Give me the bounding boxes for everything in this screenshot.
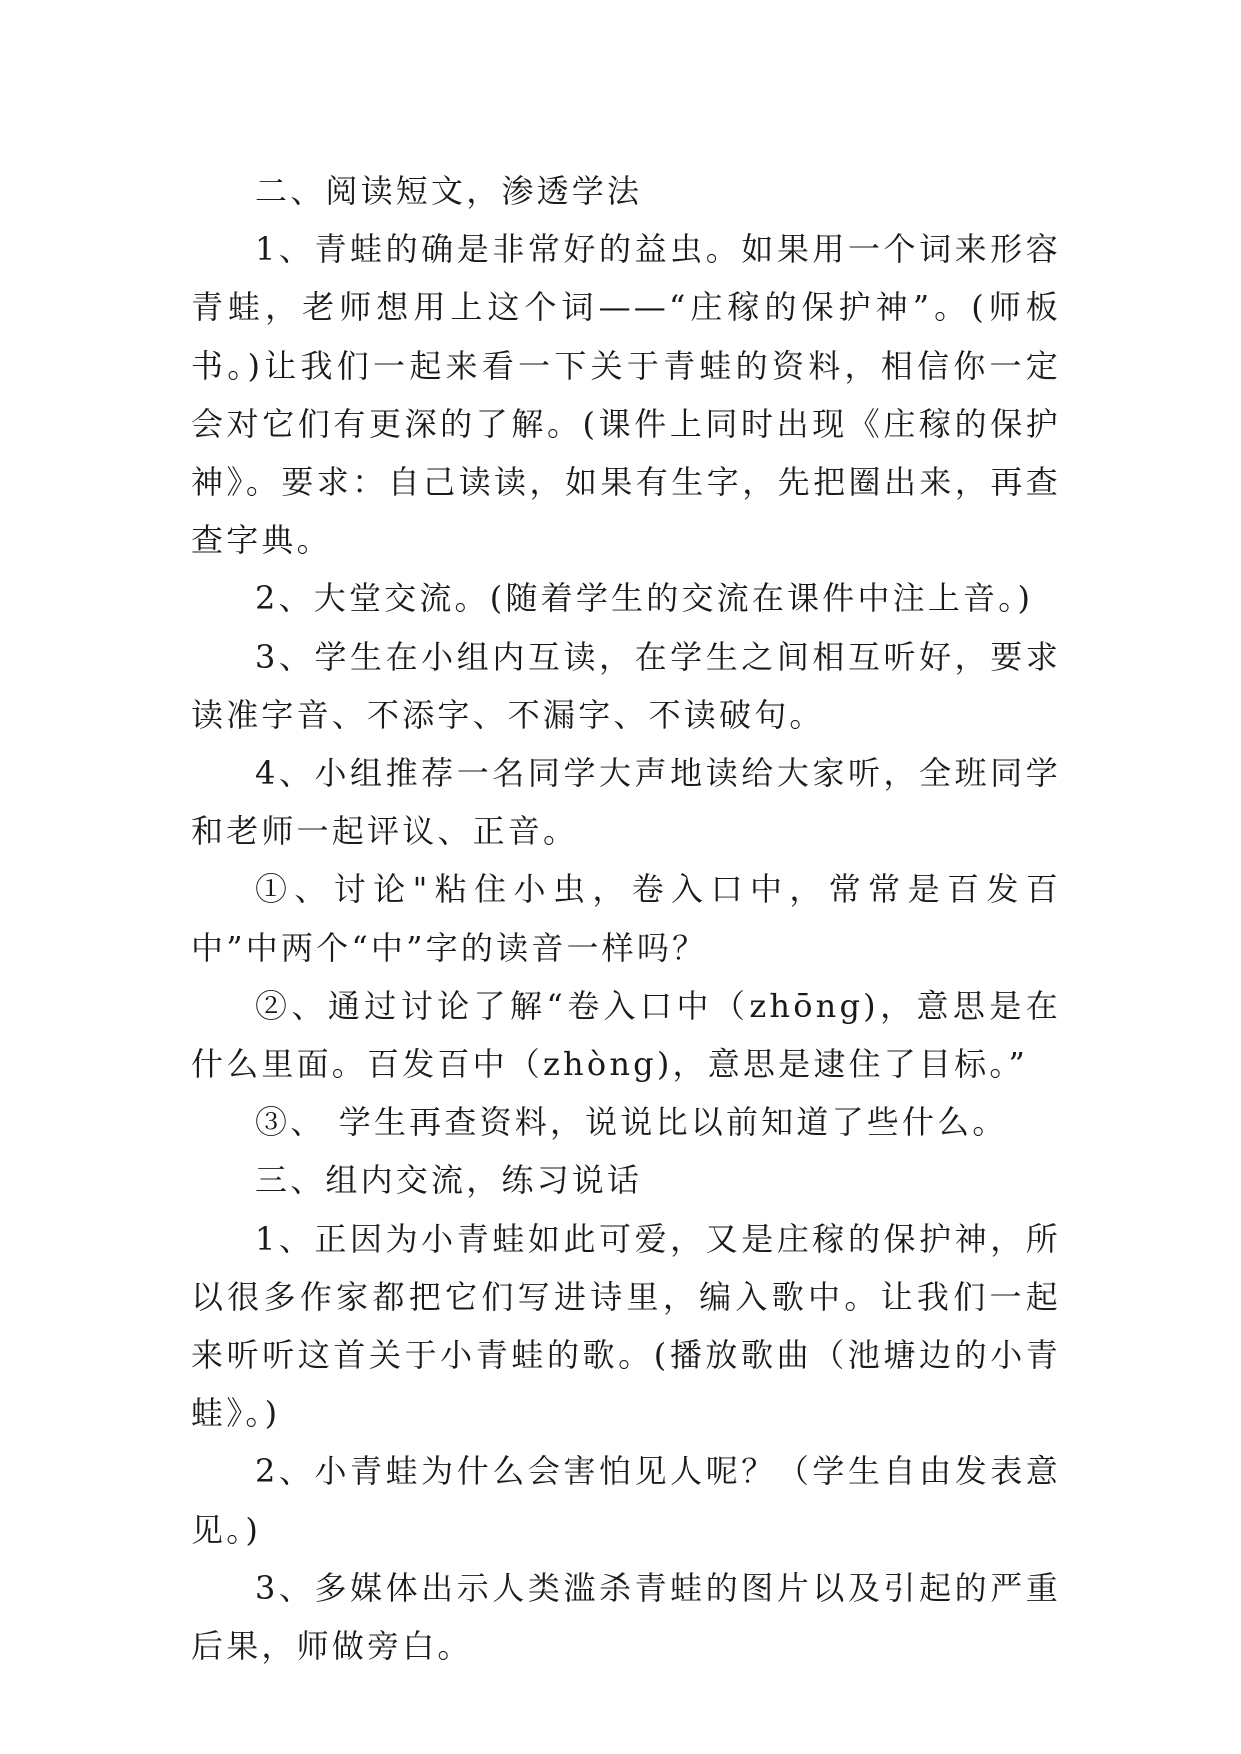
paragraph-item-3: 3、学生在小组内互读，在学生之间相互听好，要求读准字音、不添字、不漏字、不读破句。 (191, 637, 1061, 734)
paragraph-item-4: 4、小组推荐一名同学大声地读给大家听，全班同学和老师一起评议、正音。 (191, 754, 1061, 851)
paragraph-discussion-2: 2、小青蛙为什么会害怕见人呢？（学生自由发表意见。) (191, 1452, 1061, 1549)
paragraph-item-2: 2、大堂交流。(随着学生的交流在课件中注上音。) (255, 579, 1034, 618)
section-heading-reading: 二、阅读短文，渗透学法 (255, 172, 643, 210)
paragraph-discussion-1: 1、正因为小青蛙如此可爱，又是庄稼的保护神，所以很多作家都把它们写进诗里，编入歌中。让我们一起来听听这首关于小青蛙的歌。(播放歌曲（池塘边的小青蛙》。) (191, 1219, 1061, 1433)
paragraph-subitem-2: ②、通过讨论了解“卷入口中（zhōng)，意思是在什么里面。百发百中（zhòng)，意思是逮住了目标。” (191, 986, 1061, 1084)
paragraph-item-1: 1、青蛙的确是非常好的益虫。如果用一个词来形容青蛙，老师想用上这个词——“庄稼的保护神”。(师板书。)让我们一起来看一下关于青蛙的资料，相信你一定会对它们有更深的了解。(课件上同时出现《庄稼的保护神》。要求：自己读读，如果有生字，先把圈出来，再查查字典。 (191, 230, 1061, 560)
paragraph-subitem-3: ③、 学生再查资料，说说比以前知道了些什么。 (255, 1103, 1008, 1142)
document-body (191, 162, 1061, 1675)
paragraph-subitem-1: ①、讨论"粘住小虫，卷入口中，常常是百发百中”中两个“中”字的读音一样吗？ (191, 870, 1061, 967)
paragraph-discussion-3: 3、多媒体出示人类滥杀青蛙的图片以及引起的严重后果，师做旁白。 (191, 1568, 1061, 1666)
section-heading-discussion: 三、组内交流，练习说话 (255, 1161, 643, 1200)
